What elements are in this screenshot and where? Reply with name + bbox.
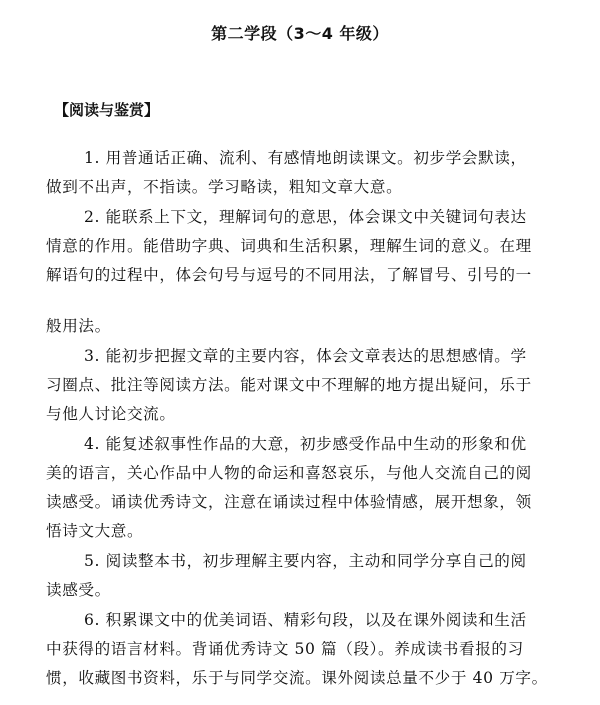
text-line: 5. 阅读整本书，初步理解主要内容，主动和同学分享自己的阅	[84, 552, 527, 570]
text-line: 情意的作用。能借助字典、词典和生活积累，理解生词的意义。在理	[46, 237, 532, 255]
text-line: 3. 能初步把握文章的主要内容，体会文章表达的思想感情。学	[84, 347, 527, 365]
text-line: 美的语言，关心作品中人物的命运和喜怒哀乐，与他人交流自己的阅	[46, 464, 532, 482]
text-line: 惯，收藏图书资料，乐于与同学交流。课外阅读总量不少于 40 万字。	[46, 669, 548, 687]
text-line: 4. 能复述叙事性作品的大意，初步感受作品中生动的形象和优	[84, 435, 527, 453]
text-line: 做到不出声，不指读。学习略读，粗知文章大意。	[46, 178, 403, 196]
text-line: 读感受。诵读优秀诗文，注意在诵读过程中体验情感，展开想象，领	[46, 493, 532, 511]
text-line: 2. 能联系上下文，理解词句的意思，体会课文中关键词句表达	[84, 208, 527, 226]
text-line: 悟诗文大意。	[46, 522, 144, 540]
text-line: 习圈点、批注等阅读方法。能对课文中不理解的地方提出疑问，乐于	[46, 376, 532, 394]
text-line: 1. 用普通话正确、流利、有感情地朗读课文。初步学会默读，	[84, 149, 527, 167]
text-line: 与他人讨论交流。	[46, 405, 176, 423]
text-line: 读感受。	[46, 581, 111, 599]
text-line: 6. 积累课文中的优美词语、精彩句段，以及在课外阅读和生活	[84, 611, 527, 629]
section-heading: 【阅读与鉴赏】	[54, 101, 160, 119]
text-line: 中获得的语言材料。背诵优秀诗文 50 篇（段）。养成读书看报的习	[46, 640, 524, 658]
text-line: 解语句的过程中，体会句号与逗号的不同用法，了解冒号、引号的一	[46, 266, 532, 284]
page-title: 第二学段（3～4 年级）	[211, 24, 389, 43]
text-line: 般用法。	[46, 317, 111, 335]
